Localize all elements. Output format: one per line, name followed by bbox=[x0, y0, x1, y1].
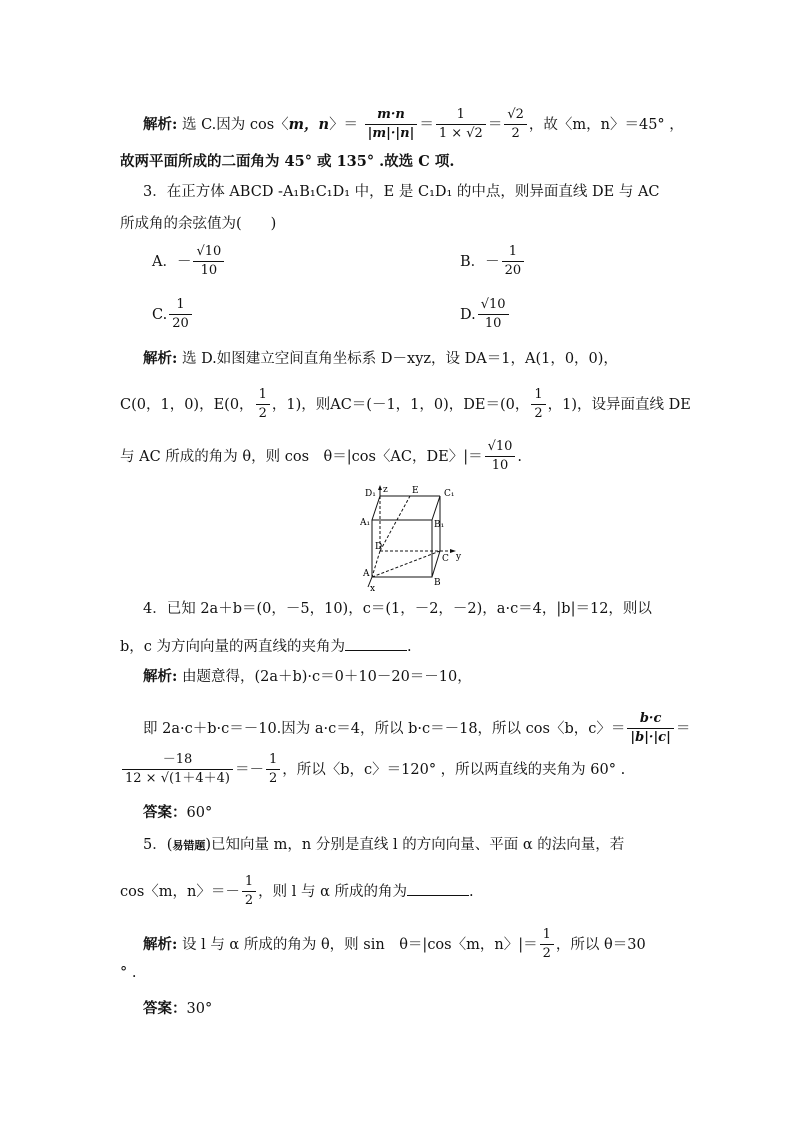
hidden-edge bbox=[372, 551, 380, 577]
numerator: －18 bbox=[122, 753, 233, 770]
denominator: |b|·|c| bbox=[630, 730, 671, 746]
text: ，1)，设异面直线 DE bbox=[547, 396, 691, 413]
q3-option-b bbox=[460, 245, 526, 279]
label-C: C bbox=[442, 554, 449, 564]
text: C(0，1，0)，E bbox=[120, 396, 225, 413]
edge bbox=[372, 496, 380, 520]
q3-option-c bbox=[152, 298, 194, 332]
q3-solution-line1 bbox=[143, 352, 618, 367]
denominator: 10 bbox=[484, 316, 502, 332]
text: 选 C.因为 cos〈 bbox=[181, 116, 289, 133]
solution-label: 解析: bbox=[143, 668, 178, 685]
numerator: √10 bbox=[485, 440, 516, 457]
label-B: B bbox=[434, 578, 441, 588]
denominator: 2 bbox=[534, 406, 543, 422]
solution-label: 解析: bbox=[143, 350, 178, 367]
text: )已知向量 m，n 分别是直线 l 的方向向量、平面 α 的法向量，若 bbox=[205, 837, 625, 853]
answer-blank bbox=[407, 883, 469, 896]
q3-stem-line2: 所成角的余弦值为( ) bbox=[120, 216, 277, 232]
denominator: 2 bbox=[244, 893, 254, 909]
text: ，故〈m，n〉＝45° ， bbox=[528, 116, 684, 133]
answer-value: 60° bbox=[186, 805, 213, 821]
text: ，1)，则AC＝(－1，1，0)，DE＝(0， bbox=[271, 396, 530, 413]
denominator: |m|·|n| bbox=[367, 126, 415, 142]
label-B1: B₁ bbox=[434, 520, 445, 530]
numerator: 1 bbox=[256, 388, 270, 405]
segment-ac bbox=[372, 551, 440, 577]
text: cos〈m，n〉＝－ bbox=[120, 883, 240, 900]
tag-error-prone: 易错题 bbox=[172, 839, 206, 852]
numerator: 1 bbox=[531, 388, 545, 405]
q5-stem-line2: cos〈m，n〉＝－ $\frac{1}{2}$ ，则 l 与 α 所成的角为 . bbox=[120, 874, 474, 909]
denominator: 2 bbox=[511, 126, 520, 142]
answer-label: 答案： bbox=[143, 804, 187, 821]
cube-figure bbox=[360, 483, 470, 593]
denominator: 2 bbox=[268, 771, 278, 787]
numerator: √10 bbox=[193, 245, 224, 262]
fraction bbox=[485, 440, 516, 474]
solution-label: 解析: bbox=[143, 115, 178, 133]
solution-label: 解析: bbox=[143, 935, 178, 953]
text: 设 l 与 α 所成的角为 θ，则 sin θ＝|cos〈m，n〉|＝ bbox=[181, 936, 538, 953]
q4-solution-line3 bbox=[120, 753, 625, 787]
fraction bbox=[193, 245, 224, 279]
fraction bbox=[627, 712, 673, 746]
q3-solution-line3: 与 AC 所成的角为 θ，则 cos θ＝|cos〈AC，DE〉|＝ $\frac{√10}{10}$ . bbox=[120, 439, 523, 474]
numerator: 1 bbox=[242, 875, 256, 892]
q4-answer bbox=[143, 806, 212, 821]
text: ＝－ bbox=[234, 761, 264, 778]
text: ＝ bbox=[675, 720, 691, 737]
text: 由题意得，(2a＋b)·c＝0＋10－20＝－10， bbox=[181, 669, 472, 685]
fraction bbox=[242, 875, 256, 909]
q3-stem-line1: 3．在正方体 ABCD -A₁B₁C₁D₁ 中，E 是 C₁D₁ 的中点，则异面直线 DE 与 AC bbox=[143, 184, 660, 200]
numerator: 1 bbox=[169, 298, 192, 315]
fraction bbox=[478, 298, 509, 332]
z-arrow bbox=[378, 485, 382, 490]
q5-answer bbox=[143, 1002, 212, 1017]
fraction bbox=[122, 753, 233, 787]
denominator: 2 bbox=[258, 406, 267, 422]
label-x: x bbox=[370, 584, 376, 593]
edge bbox=[432, 496, 440, 520]
denominator: 10 bbox=[200, 263, 218, 279]
fraction bbox=[256, 388, 270, 422]
answer-value: 30° bbox=[186, 1001, 213, 1017]
label-E: E bbox=[412, 486, 419, 496]
q3-option-a bbox=[152, 245, 226, 279]
fraction bbox=[169, 298, 192, 332]
edge bbox=[432, 551, 440, 577]
option-label: A．－ bbox=[152, 253, 192, 270]
q3-solution-line2 bbox=[120, 388, 691, 422]
text: 即 2a·c＋b·c＝－10.因为 a·c＝4，所以 b·c＝－18，所以 cos〈b，c〉＝ bbox=[143, 720, 626, 737]
q4-solution-line2 bbox=[143, 712, 690, 746]
label-C1: C₁ bbox=[444, 489, 455, 499]
q4-stem-line2: b，c 为方向向量的两直线的夹角为 . bbox=[120, 639, 412, 655]
fraction bbox=[540, 928, 554, 962]
prev-solution-line2: 故两平面所成的二面角为 45° 或 135° .故选 C 项. bbox=[120, 153, 455, 170]
fraction bbox=[504, 108, 527, 142]
answer-label: 答案： bbox=[143, 1000, 187, 1017]
fraction bbox=[436, 108, 486, 142]
denominator: 2 bbox=[542, 946, 551, 962]
numerator: 1 bbox=[540, 928, 554, 945]
label-y: y bbox=[456, 552, 462, 562]
text: ，所以 θ＝30 bbox=[555, 936, 646, 953]
numerator: √2 bbox=[504, 108, 527, 125]
q5-solution-line2: ° . bbox=[120, 965, 137, 981]
label-z: z bbox=[383, 485, 388, 495]
numerator: b·c bbox=[627, 712, 673, 729]
denominator: 12 × √(1＋4＋4) bbox=[125, 771, 230, 787]
fraction bbox=[531, 388, 545, 422]
label-D: D bbox=[375, 542, 383, 552]
numerator: 1 bbox=[436, 108, 486, 125]
label-A1: A₁ bbox=[360, 518, 371, 528]
fraction bbox=[502, 245, 525, 279]
q5-solution-line1 bbox=[143, 928, 646, 962]
prev-solution-line1: 解析: 选 C.因为 cos〈m，n〉＝ $\frac{m\cdot n}{|m|\cdot|n|}$ ＝ $\frac{1}{1 \times √2}$ ＝ $\frac{√2}{2}$ ，故〈m，n〉＝45° ， bbox=[143, 107, 684, 142]
fraction bbox=[266, 753, 280, 787]
text: ，所以〈b，c〉＝120° ，所以两直线的夹角为 60° . bbox=[282, 761, 626, 778]
denominator: 20 bbox=[504, 263, 522, 279]
text: 〉＝ bbox=[329, 116, 359, 133]
denominator: 1 × √2 bbox=[438, 126, 483, 142]
label-A: A bbox=[363, 569, 370, 579]
answer-blank bbox=[345, 638, 407, 651]
numerator: 1 bbox=[502, 245, 525, 262]
q5-stem-line1 bbox=[143, 838, 624, 853]
text: 选 D.如图建立空间直角坐标系 D－xyz，设 DA＝1，A(1，0，0)， bbox=[181, 351, 618, 367]
option-label: B．－ bbox=[460, 253, 500, 270]
q3-option-d bbox=[460, 298, 511, 332]
segment-de bbox=[380, 496, 410, 551]
denominator: 20 bbox=[172, 316, 189, 332]
text: 与 AC 所成的角为 θ，则 cos θ＝|cos〈AC，DE〉|＝ bbox=[120, 448, 483, 465]
text: b，c 为方向向量的两直线的夹角为 bbox=[120, 639, 346, 655]
option-label: C. bbox=[152, 306, 168, 323]
option-label: D. bbox=[460, 306, 476, 323]
q4-stem-line1: 4．已知 2a＋b＝(0，－5，10)，c＝(1，－2，－2)，a·c＝4，|b|＝12，则以 bbox=[143, 601, 652, 617]
text: ，则 l 与 α 所成的角为 bbox=[258, 883, 408, 900]
text: 5．( bbox=[143, 837, 173, 853]
denominator: 10 bbox=[491, 458, 509, 474]
label-D1: D₁ bbox=[365, 489, 376, 499]
text: (0， bbox=[224, 396, 254, 413]
fraction bbox=[365, 108, 418, 142]
numerator: 1 bbox=[266, 753, 280, 770]
q4-solution-line1 bbox=[143, 670, 472, 685]
numerator: m·n bbox=[365, 108, 418, 125]
numerator: √10 bbox=[478, 298, 509, 315]
